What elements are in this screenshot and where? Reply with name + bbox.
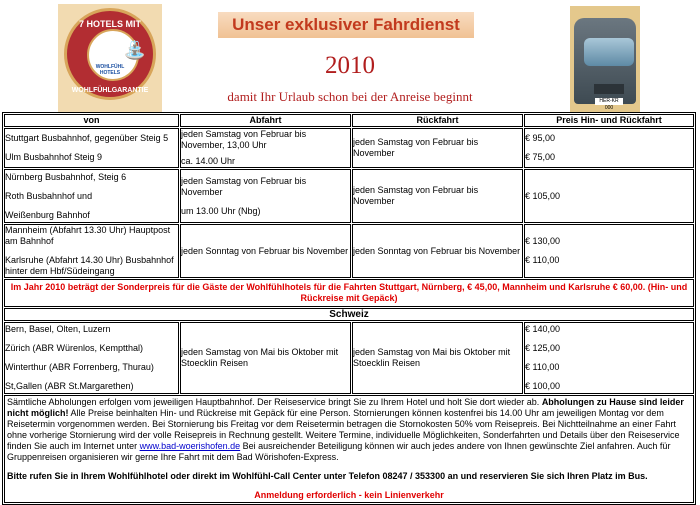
abfahrt-line: jeden Samstag von Februar bis November, 13,00 Uhr bbox=[181, 129, 307, 150]
cell-preis bbox=[524, 128, 694, 168]
preis-line: € 75,00 bbox=[525, 152, 556, 162]
preis-line: € 140,00 bbox=[525, 324, 561, 334]
table-row bbox=[4, 169, 694, 223]
abfahrt-line: um 13.00 Uhr (Nbg) bbox=[181, 205, 261, 216]
col-header-von: von bbox=[4, 114, 179, 127]
logo-inner-text-1: WOHLFÜHL bbox=[95, 64, 125, 70]
cell-rueckfahrt: jeden Samstag von Mai bis Oktober mit Stoecklin Reisen bbox=[352, 322, 523, 394]
logo-bottom-text: WOHLFÜHLGARANTIE bbox=[71, 87, 149, 94]
cell-abfahrt: jeden Samstag von Mai bis Oktober mit Stoecklin Reisen bbox=[180, 322, 351, 394]
von-line: Bern, Basel, Olten, Luzern bbox=[5, 324, 111, 334]
notice-row bbox=[4, 279, 694, 307]
cell-von bbox=[4, 224, 179, 278]
von-line: Mannheim (Abfahrt 13.30 Uhr) Hauptpost am Bahnhof bbox=[5, 225, 171, 246]
footer-info bbox=[4, 395, 694, 503]
table-row bbox=[4, 322, 694, 394]
logo-top-text: 7 HOTELS MIT bbox=[78, 19, 141, 29]
bus-grille bbox=[594, 84, 624, 94]
cell-von bbox=[4, 128, 179, 168]
cell-preis bbox=[524, 224, 694, 278]
preis-line: € 130,00 bbox=[525, 236, 561, 246]
von-line: Ulm Busbahnhof Steig 9 bbox=[5, 152, 103, 162]
schedule-table bbox=[2, 112, 696, 505]
preis-line: € 110,00 bbox=[525, 362, 560, 372]
year-heading: 2010 bbox=[325, 52, 375, 79]
call-center-text: Bitte rufen Sie in Ihrem Wohlfühlhotel oder direkt im Wohlfühl-Call Center unter Telefon 08247 / 353300 an und reservieren Sie sich Ihren Platz im Bus. bbox=[7, 471, 648, 481]
fountain-icon: ⛲ bbox=[123, 40, 147, 61]
abfahrt-line: ca. 14.00 Uhr bbox=[181, 156, 236, 166]
footer-text-c: Alle Preise beinhalten Hin- und Rückreise mit Gepäck für eine Person. Stornierungen können kostenfrei bis 14.00 Uhr am jeweiligen Montag vor dem Reisetermin vorgenommen werden. Bei Stornierung bis Freitag vor dem Reisetermin betragen die Stornokosten 50% vom Reisepreis. Bei Nichtteilnahme an einer Fahrt ohne vorherige Stornierung wird der volle Reisepreis in Rechnung gestellt. Weitere Termine, individuelle Möglichkeiten, Sonderfahrten und Details über den Reiseservice finden Sie auch im Internet unter bbox=[7, 408, 680, 451]
footer-paragraph bbox=[7, 397, 691, 463]
footer-text-d: Bei ausreichender Beteiligung können wir auch jedes andere von Ihnen gewünschte Ziel anfahren. Auch für Gruppenreisen organisieren wir gerne Ihre Fahrt mit dem Bad Wörishofen-Express. bbox=[7, 441, 671, 462]
col-header-rueckfahrt: Rückfahrt bbox=[352, 114, 523, 127]
preis-line: € 100,00 bbox=[525, 381, 561, 391]
cell-von bbox=[4, 322, 179, 394]
cell-von bbox=[4, 169, 179, 223]
table-row bbox=[4, 128, 694, 168]
preis-line: € 95,00 bbox=[525, 133, 556, 143]
title-banner bbox=[218, 12, 474, 38]
schweiz-heading: Schweiz bbox=[4, 308, 694, 321]
von-line: Weißenburg Bahnhof bbox=[5, 209, 90, 220]
subtitle: damit Ihr Urlaub schon bei der Anreise beginnt bbox=[227, 89, 473, 104]
von-line: Winterthur (ABR Forrenberg, Thurau) bbox=[5, 362, 154, 372]
von-line: Karlsruhe (Abfahrt 14.30 Uhr) Busbahnhof hinter dem Hbf/Südeingang bbox=[5, 255, 174, 276]
cell-preis: € 105,00 bbox=[524, 169, 694, 223]
footer-text-a: Sämtliche Abholungen erfolgen vom jeweiligen Hauptbahnhof. Der Reiseservice bringt Sie zu Ihrem Hotel und holt Sie dort wieder ab. bbox=[7, 397, 542, 407]
cell-rueckfahrt: jeden Sonntag von Februar bis November bbox=[352, 224, 523, 278]
bus-license-plate: HER-KR 000 bbox=[595, 98, 623, 105]
website-link[interactable]: www.bad-woerishofen.de bbox=[139, 441, 241, 451]
von-line: Nürnberg Busbahnhof, Steig 6 bbox=[5, 171, 127, 182]
cell-abfahrt: jeden Sonntag von Februar bis November bbox=[180, 224, 351, 278]
cell-abfahrt bbox=[180, 128, 351, 168]
abfahrt-line: jeden Samstag von Februar bis November bbox=[181, 175, 307, 197]
col-header-preis: Preis Hin- und Rückfahrt bbox=[524, 114, 694, 127]
bus-icon bbox=[574, 18, 636, 111]
cell-preis bbox=[524, 322, 694, 394]
preis-line: € 125,00 bbox=[525, 343, 561, 353]
bus-windshield bbox=[584, 38, 634, 66]
table-row bbox=[4, 224, 694, 278]
cell-rueckfahrt: jeden Samstag von Februar bis November bbox=[352, 169, 523, 223]
anmeldung-text: Anmeldung erforderlich - kein Linienverkehr bbox=[254, 490, 444, 500]
von-line: Zürich (ABR Würenlos, Kemptthal) bbox=[5, 343, 144, 353]
schweiz-heading-row bbox=[4, 308, 694, 321]
von-line: Stuttgart Busbahnhof, gegenüber Steig 5 bbox=[5, 133, 169, 143]
footer-text-b: Abholungen zu Hause sind leider nicht möglich! bbox=[7, 397, 684, 418]
preis-line: € 110,00 bbox=[525, 255, 560, 265]
bus-photo bbox=[570, 6, 640, 112]
logo-inner-text-2: HOTELS bbox=[99, 70, 121, 76]
footer-row bbox=[4, 395, 694, 503]
von-line: St,Gallen (ABR St.Margarethen) bbox=[5, 381, 134, 391]
cell-abfahrt bbox=[180, 169, 351, 223]
cell-rueckfahrt: jeden Samstag von Februar bis November bbox=[352, 128, 523, 168]
table-header-row bbox=[4, 114, 694, 127]
von-line: Roth Busbahnhof und bbox=[5, 190, 93, 201]
col-header-abfahrt: Abfahrt bbox=[180, 114, 351, 127]
sonderpreis-notice: Im Jahr 2010 beträgt der Sonderpreis für die Gäste der Wohlfühlhotels für die Fahrten Stuttgart, Nürnberg, € 45,00, Mannheim und Karlsruhe € 60,00. (Hin- und Rückreise mit Gepäck) bbox=[4, 279, 694, 307]
banner-title: Unser exklusiver Fahrdienst bbox=[232, 15, 460, 34]
